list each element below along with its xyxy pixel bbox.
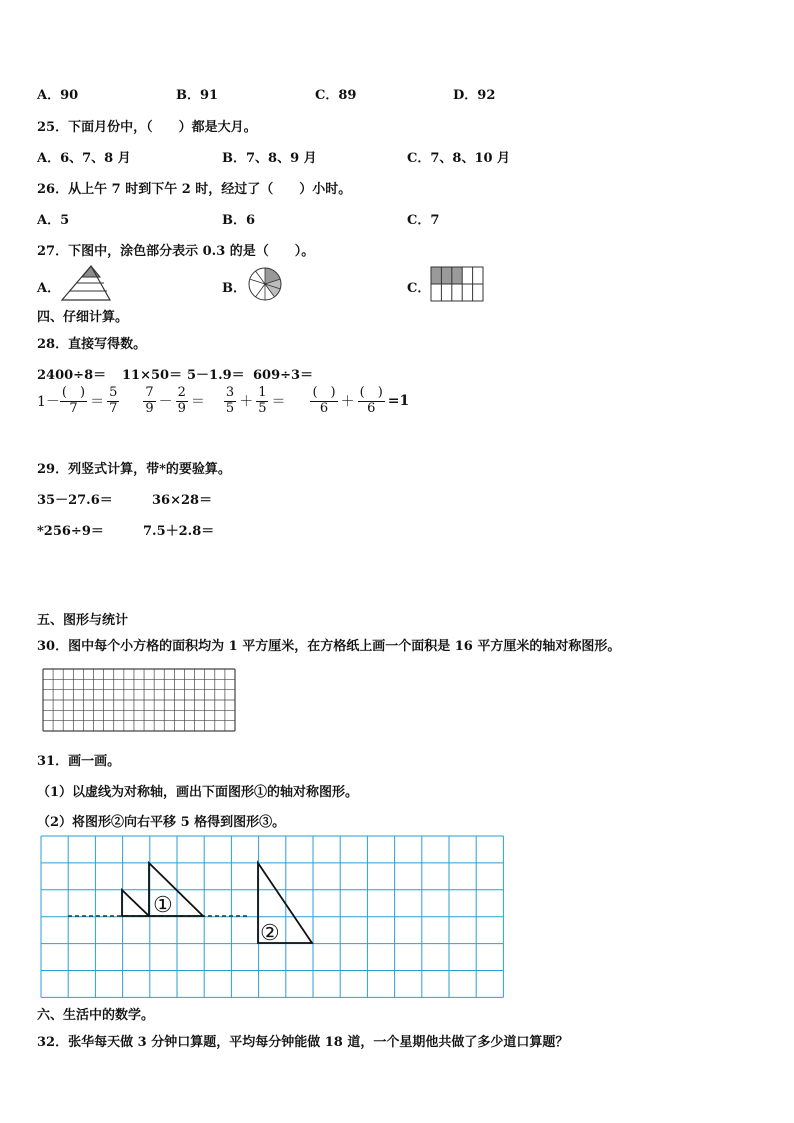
equals-sign: ＝ [90, 394, 105, 411]
fraction-numerator: 2 [177, 385, 186, 400]
plus-sign: ＋ [239, 394, 254, 411]
math-lead: 1－ [37, 394, 60, 411]
fraction-denominator: 6 [319, 400, 329, 416]
fraction-denominator: 5 [225, 400, 235, 416]
fraction-numerator: ( ) [312, 385, 336, 400]
q31-part-1: （1）以虚线为对称轴，画出下面图形①的轴对称图形。 [37, 785, 359, 800]
fraction-numerator: 7 [145, 385, 154, 400]
option-c: C．89 [315, 88, 357, 103]
fraction-numerator: 1 [258, 385, 267, 400]
fraction [310, 386, 337, 417]
small-triangle [122, 890, 149, 916]
grid-figure [430, 266, 484, 302]
fraction [358, 386, 385, 417]
question-27: 27．下图中，涂色部分表示 0.3 的是（ ）。 [37, 244, 315, 259]
q25-option-b: B．7、8、9 月 [222, 151, 317, 166]
fraction-denominator: 7 [109, 400, 118, 416]
q31-part-2: （2）将图形②向右平移 5 格得到图形③。 [37, 815, 286, 830]
blue-grid [40, 836, 506, 998]
calc-item: 11×50＝ [122, 368, 183, 383]
calc-item: 36×28＝ [152, 493, 213, 508]
calc-item: 609÷3＝ [253, 368, 314, 383]
option-b: B．91 [176, 88, 219, 103]
question-25: 25．下面月份中，（ ）都是大月。 [37, 120, 257, 135]
plus-sign: ＋ [340, 394, 355, 411]
section-4-title: 四、仔细计算。 [37, 310, 129, 325]
fraction [107, 386, 119, 417]
fraction-denominator: 9 [145, 400, 154, 416]
triangle-figure [60, 264, 112, 302]
q27-option-a: A． [37, 281, 61, 296]
question-32: 32．张华每天做 3 分钟口算题，平均每分钟能做 18 道，一个星期他共做了多少道口算题？ [37, 1035, 569, 1050]
fraction [224, 386, 236, 417]
shape-1-label: ① [153, 893, 173, 918]
calc-item: 7.5＋2.8＝ [143, 524, 215, 539]
fraction [176, 386, 188, 417]
fraction-denominator: 5 [258, 400, 267, 416]
calc-item: *256÷9＝ [37, 524, 104, 539]
fraction-denominator: 6 [367, 400, 376, 416]
fraction-denominator: 7 [69, 400, 78, 416]
question-30: 30．图中每个小方格的面积均为 1 平方厘米，在方格纸上画一个面积是 16 平方厘米的轴对称图形。 [37, 639, 621, 654]
q27-option-c: C． [407, 281, 431, 296]
fraction [143, 386, 155, 417]
option-d: D．92 [453, 88, 496, 103]
question-28: 28．直接写得数。 [37, 337, 147, 352]
fraction [256, 386, 268, 417]
q26-option-b: B．6 [222, 213, 256, 228]
q26-option-a: A．5 [37, 213, 70, 228]
fraction-numerator: 3 [225, 385, 235, 400]
q25-option-c: C．7、8、10 月 [407, 151, 511, 166]
question-26: 26．从上午 7 时到下午 2 时，经过了（ ）小时。 [37, 182, 352, 197]
calc-item: 5－1.9＝ [187, 368, 245, 383]
question-31: 31．画一画。 [37, 754, 121, 769]
minus-sign: － [158, 394, 173, 411]
section-5-title: 五、图形与统计 [37, 613, 129, 628]
fraction-denominator: 9 [177, 400, 186, 416]
fraction-numerator: 5 [109, 385, 118, 400]
circle-figure [246, 266, 284, 302]
calc-item: 2400÷8＝ [37, 368, 107, 383]
question-29: 29．列竖式计算，带*的要验算。 [37, 462, 231, 477]
equals-sign: ＝ [190, 394, 205, 411]
calc-item: 35－27.6＝ [37, 493, 113, 508]
q26-option-c: C．7 [407, 213, 440, 228]
q25-option-a: A．6、7、8 月 [37, 151, 131, 166]
shape-2-label: ② [260, 921, 280, 946]
math-tail: =1 [387, 393, 410, 410]
fraction [60, 386, 87, 417]
fraction-numerator: ( ) [61, 385, 86, 400]
q27-option-b: B． [222, 281, 246, 296]
section-6-title: 六、生活中的数学。 [37, 1008, 155, 1023]
equals-sign: ＝ [271, 394, 286, 411]
option-a: A．90 [37, 88, 79, 103]
fraction-numerator: ( ) [359, 385, 383, 400]
fraction-row [37, 386, 412, 417]
grid-paper [42, 668, 236, 732]
